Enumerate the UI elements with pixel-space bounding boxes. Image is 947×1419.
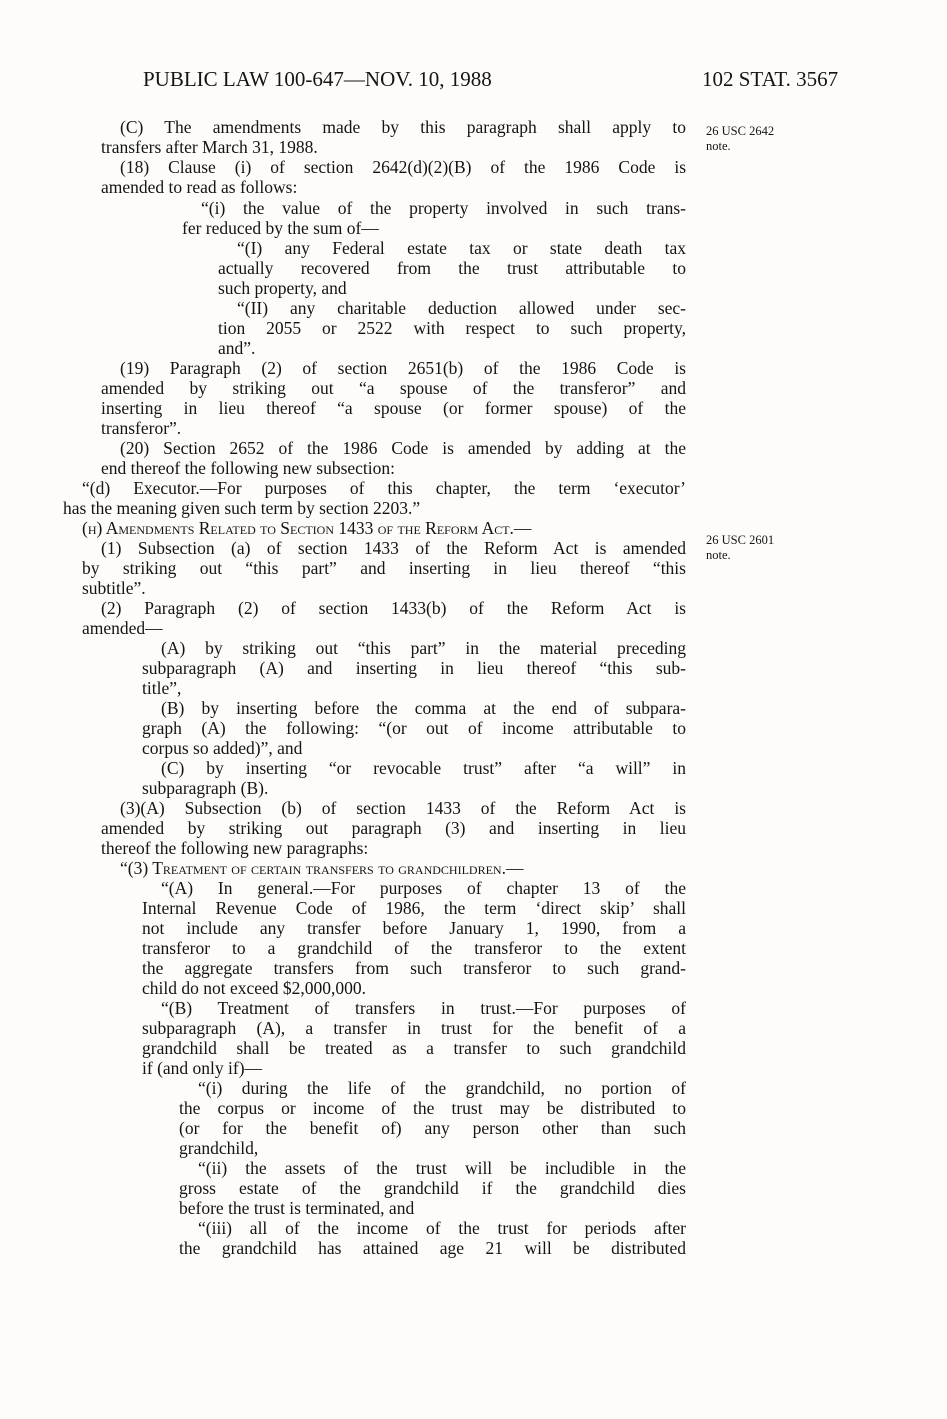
text-line: “(iii) all of the income of the trust for periods after	[198, 1218, 686, 1238]
margin-note-citation: 26 USC 2601	[706, 533, 775, 547]
text-line: actually recovered from the trust attributable to	[218, 258, 686, 278]
text-line: corpus so added)”, and	[142, 738, 303, 758]
text-line: grandchild,	[179, 1138, 259, 1158]
text-line: transferor”.	[101, 418, 182, 438]
text-line: and”.	[218, 338, 256, 358]
text-line: transferor to a grandchild of the transferor to the extent	[142, 938, 686, 958]
text-line: the aggregate transfers from such transferor to such grand-	[142, 958, 686, 978]
margin-note-citation: 26 USC 2642	[706, 124, 775, 138]
text-line: inserting in lieu thereof “a spouse (or former spouse) of the	[101, 398, 686, 418]
text-line: “(II) any charitable deduction allowed under sec-	[237, 298, 686, 318]
text-line: grandchild shall be treated as a transfer to such grandchild	[142, 1038, 686, 1058]
text-line: (or for the benefit of) any person other than such	[179, 1118, 686, 1138]
text-line: the corpus or income of the trust may be distributed to	[179, 1098, 686, 1118]
text-line: tion 2055 or 2522 with respect to such property,	[218, 318, 686, 338]
text-line: “(I) any Federal estate tax or state death tax	[237, 238, 686, 258]
text-line: “(B) Treatment of transfers in trust.—For purposes of	[161, 998, 686, 1018]
text-line: amended to read as follows:	[101, 177, 298, 197]
text-line: before the trust is terminated, and	[179, 1198, 415, 1218]
text-line: “(d) Executor.—For purposes of this chapter, the term ‘executor’	[82, 478, 686, 498]
margin-note-label: note.	[706, 139, 731, 153]
text-line: (2) Paragraph (2) of section 1433(b) of the Reform Act is	[101, 598, 686, 618]
text-line: fer reduced by the sum of—	[182, 218, 379, 238]
text-line: not include any transfer before January 1, 1990, from a	[142, 918, 686, 938]
text-line: (B) by inserting before the comma at the end of subpara-	[161, 698, 686, 718]
text-line: (19) Paragraph (2) of section 2651(b) of the 1986 Code is	[120, 358, 686, 378]
text-line: Internal Revenue Code of 1986, the term ‘direct skip’ shall	[142, 898, 686, 918]
text-line: (C) The amendments made by this paragraph shall apply to	[120, 117, 686, 137]
text-line: such property, and	[218, 278, 347, 298]
subsection-heading: “(3) Treatment of certain transfers to grandchildren.—	[120, 858, 524, 878]
text-line: subparagraph (A) and inserting in lieu thereof “this sub-	[142, 658, 686, 678]
text-line: has the meaning given such term by section 2203.”	[63, 498, 421, 518]
margin-note-label: note.	[706, 548, 731, 562]
text-line: subparagraph (B).	[142, 778, 269, 798]
text-line: (3)(A) Subsection (b) of section 1433 of the Reform Act is	[120, 798, 686, 818]
text-line: amended by striking out paragraph (3) and inserting in lieu	[101, 818, 686, 838]
text-line: graph (A) the following: “(or out of income attributable to	[142, 718, 686, 738]
text-line: “(i) the value of the property involved in such trans-	[201, 198, 686, 218]
text-line: (C) by inserting “or revocable trust” after “a will” in	[161, 758, 686, 778]
text-line: amended—	[82, 618, 163, 638]
text-line: “(i) during the life of the grandchild, no portion of	[198, 1078, 686, 1098]
text-line: end thereof the following new subsection:	[101, 458, 396, 478]
text-line: (A) by striking out “this part” in the material preceding	[161, 638, 686, 658]
text-line: (18) Clause (i) of section 2642(d)(2)(B) of the 1986 Code is	[120, 157, 686, 177]
text-line: transfers after March 31, 1988.	[101, 137, 318, 157]
text-line: amended by striking out “a spouse of the transferor” and	[101, 378, 686, 398]
text-line: child do not exceed $2,000,000.	[142, 978, 367, 998]
text-line: subparagraph (A), a transfer in trust for the benefit of a	[142, 1018, 686, 1038]
page-header-title: PUBLIC LAW 100-647—NOV. 10, 1988	[143, 67, 492, 91]
text-line: “(ii) the assets of the trust will be includible in the	[198, 1158, 686, 1178]
text-line: the grandchild has attained age 21 will be distributed	[179, 1238, 686, 1258]
text-line: (20) Section 2652 of the 1986 Code is amended by adding at the	[120, 438, 686, 458]
text-line: title”,	[142, 678, 182, 698]
text-line: gross estate of the grandchild if the grandchild dies	[179, 1178, 686, 1198]
text-line: thereof the following new paragraphs:	[101, 838, 369, 858]
text-line: if (and only if)—	[142, 1058, 263, 1078]
text-line: (1) Subsection (a) of section 1433 of the Reform Act is amended	[101, 538, 686, 558]
section-heading: (h) Amendments Related to Section 1433 of the Reform Act.—	[82, 518, 532, 538]
text-line: subtitle”.	[82, 578, 146, 598]
page-header-stat: 102 STAT. 3567	[702, 67, 839, 91]
text-line: by striking out “this part” and inserting in lieu thereof “this	[82, 558, 686, 578]
text-line: “(A) In general.—For purposes of chapter 13 of the	[161, 878, 686, 898]
